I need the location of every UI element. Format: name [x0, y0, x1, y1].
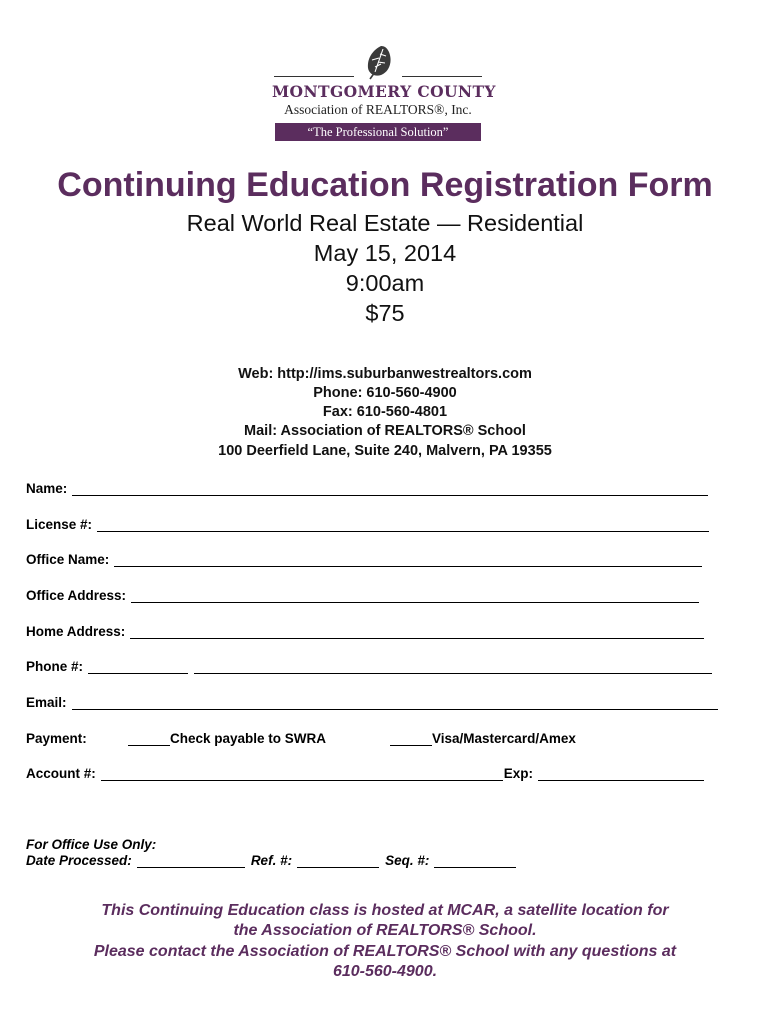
phone-label: Phone #: — [26, 659, 84, 674]
home-address-input-line[interactable] — [130, 624, 704, 639]
office-name-field[interactable] — [26, 552, 702, 567]
logo-line-1: MONTGOMERY COUNTY — [272, 82, 496, 101]
card-label: Visa/Mastercard/Amex — [432, 731, 576, 746]
license-field[interactable] — [26, 517, 709, 532]
license-input-line[interactable] — [97, 517, 709, 532]
email-label: Email: — [26, 695, 67, 710]
home-address-field[interactable] — [26, 624, 704, 639]
payment-option-card[interactable] — [390, 731, 576, 746]
office-address-input-line[interactable] — [131, 588, 699, 603]
check-blank[interactable] — [128, 731, 170, 746]
ref-label: Ref. #: — [250, 853, 293, 868]
office-name-input-line[interactable] — [114, 552, 702, 567]
office-name-label: Office Name: — [26, 552, 110, 567]
phone-input-line-2[interactable] — [194, 659, 712, 674]
email-input-line[interactable] — [72, 695, 718, 710]
phone-input-line-1[interactable] — [88, 659, 188, 674]
office-address-label: Office Address: — [26, 588, 127, 603]
contact-address: 100 Deerfield Lane, Suite 240, Malvern, PA 19355 — [218, 443, 552, 459]
office-use-heading: For Office Use Only: — [26, 837, 157, 852]
name-label: Name: — [26, 481, 68, 496]
note-line-4: 610-560-4900. — [332, 963, 438, 980]
name-input-line[interactable] — [72, 481, 708, 496]
date-processed-line[interactable] — [137, 853, 245, 868]
seq-label: Seq. #: — [385, 853, 430, 868]
note-line-3: Please contact the Association of REALTORS® School with any questions at — [93, 943, 677, 960]
card-blank[interactable] — [390, 731, 432, 746]
payment-option-check[interactable] — [128, 731, 326, 746]
logo-rule-left — [274, 76, 354, 77]
check-label: Check payable to SWRA — [170, 731, 327, 746]
course-time: 9:00am — [345, 270, 425, 296]
account-input-line[interactable] — [101, 766, 503, 781]
contact-fax: Fax: 610-560-4801 — [322, 404, 448, 420]
contact-web: Web: http://ims.suburbanwestrealtors.com — [238, 366, 532, 382]
contact-phone: Phone: 610-560-4900 — [313, 385, 457, 401]
note-line-1: This Continuing Education class is hosted at MCAR, a satellite location for — [101, 902, 669, 919]
leaf-icon — [359, 42, 399, 82]
form-title: Continuing Education Registration Form — [57, 166, 713, 204]
course-name: Real World Real Estate — Residential — [186, 210, 584, 236]
office-use-row — [26, 853, 516, 868]
association-logo — [272, 42, 496, 144]
name-field[interactable] — [26, 481, 708, 496]
course-price: $75 — [365, 300, 405, 326]
phone-field[interactable] — [26, 659, 712, 674]
account-label: Account #: — [26, 766, 96, 781]
note-line-2: the Association of REALTORS® School. — [233, 922, 537, 939]
logo-line-2: Association of REALTORS®, Inc. — [284, 102, 472, 117]
logo-tagline: “The Professional Solution” — [275, 123, 481, 141]
contact-mail: Mail: Association of REALTORS® School — [244, 423, 526, 439]
date-processed-label: Date Processed: — [26, 853, 132, 868]
course-date: May 15, 2014 — [313, 240, 457, 266]
exp-input-line[interactable] — [538, 766, 704, 781]
payment-label: Payment: — [26, 731, 87, 746]
exp-label: Exp: — [503, 766, 534, 781]
email-field[interactable] — [26, 695, 718, 710]
seq-line[interactable] — [434, 853, 516, 868]
ref-line[interactable] — [297, 853, 379, 868]
logo-rule-right — [402, 76, 482, 77]
home-address-label: Home Address: — [26, 624, 126, 639]
office-address-field[interactable] — [26, 588, 699, 603]
license-label: License #: — [26, 517, 93, 532]
account-field[interactable] — [26, 766, 704, 781]
